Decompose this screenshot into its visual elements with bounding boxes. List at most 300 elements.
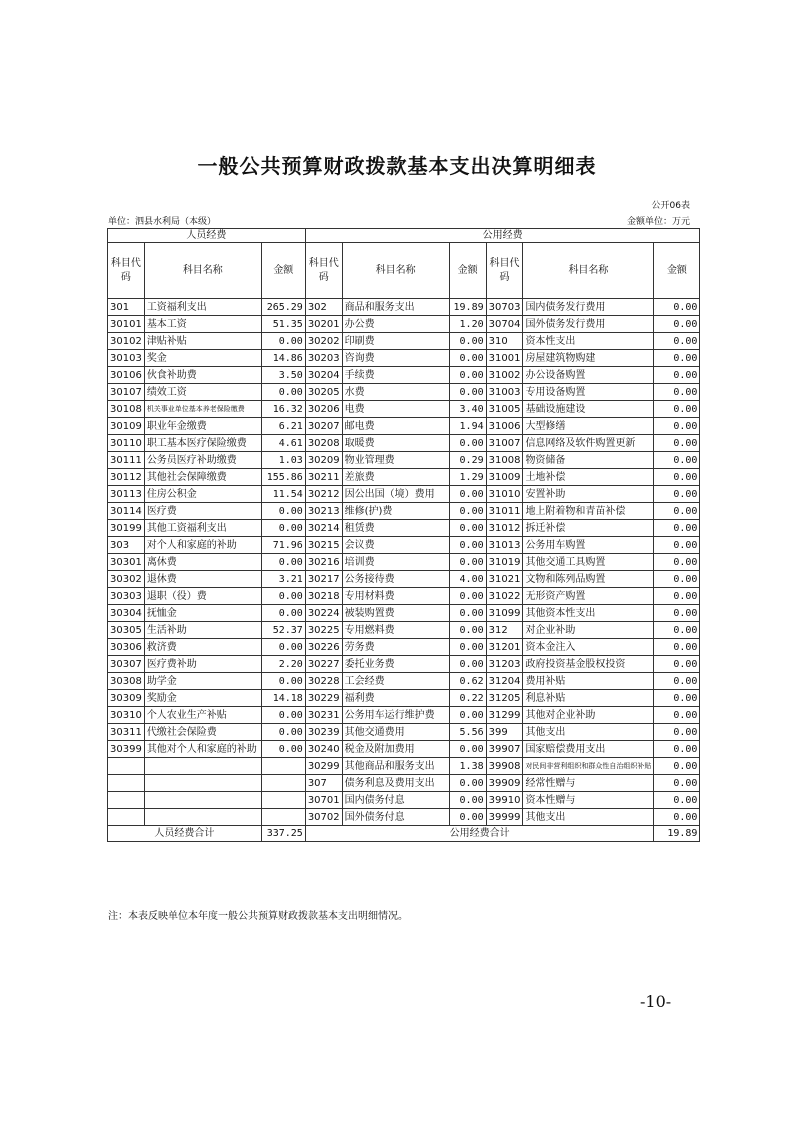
subject-name: 资本性赠与: [523, 792, 654, 809]
subject-code: 31008: [486, 452, 523, 469]
subject-code: 30309: [108, 690, 145, 707]
personnel-total-value: 337.25: [261, 826, 305, 842]
subject-name: 国外债务发行费用: [523, 316, 654, 333]
subject-name: 生活补助: [144, 622, 261, 639]
subject-code: 30701: [305, 792, 342, 809]
subject-name: 基础设施建设: [523, 401, 654, 418]
amount: 0.00: [654, 809, 700, 826]
subject-code: 30211: [305, 469, 342, 486]
subject-name: 资本性支出: [523, 333, 654, 350]
amount: 0.00: [449, 792, 486, 809]
table-row: [108, 316, 700, 333]
subject-name: [144, 775, 261, 792]
subject-code: 30310: [108, 707, 145, 724]
subject-name: 专用燃料费: [342, 622, 449, 639]
subject-code: 30111: [108, 452, 145, 469]
subject-name: 伙食补助费: [144, 367, 261, 384]
amount: 5.56: [449, 724, 486, 741]
subject-code: 30305: [108, 622, 145, 639]
subject-name: 工会经费: [342, 673, 449, 690]
amount: [261, 792, 305, 809]
subject-code: 30224: [305, 605, 342, 622]
subject-code: 31012: [486, 520, 523, 537]
amount: 71.96: [261, 537, 305, 554]
subject-name: 咨询费: [342, 350, 449, 367]
subject-name: 助学金: [144, 673, 261, 690]
subject-name: 绩效工资: [144, 384, 261, 401]
subject-code: 30207: [305, 418, 342, 435]
subject-code: 31205: [486, 690, 523, 707]
subject-code: 30311: [108, 724, 145, 741]
amount: 0.00: [449, 503, 486, 520]
subject-code: 30217: [305, 571, 342, 588]
subject-code: 30227: [305, 656, 342, 673]
subject-code: 30218: [305, 588, 342, 605]
subject-name: 国内债务付息: [342, 792, 449, 809]
table-row: [108, 299, 700, 316]
subject-name: [144, 792, 261, 809]
subject-name: 债务利息及费用支出: [342, 775, 449, 792]
subject-name: 奖励金: [144, 690, 261, 707]
subject-name: 物资储备: [523, 452, 654, 469]
subject-name: 其他交通费用: [342, 724, 449, 741]
footnote: 注：本表反映单位本年度一般公共预算财政拨款基本支出明细情况。: [108, 911, 408, 922]
subject-name: 无形资产购置: [523, 588, 654, 605]
subject-name: 职工基本医疗保险缴费: [144, 435, 261, 452]
table-row: [108, 571, 700, 588]
header-name-1: 科目名称: [144, 243, 261, 299]
subject-name: 信息网络及软件购置更新: [523, 435, 654, 452]
amount: 0.00: [261, 673, 305, 690]
totals-row: [108, 826, 700, 842]
subject-name: 商品和服务支出: [342, 299, 449, 316]
table-row: [108, 418, 700, 435]
subject-name: 差旅费: [342, 469, 449, 486]
subject-code: 31021: [486, 571, 523, 588]
subject-code: 30214: [305, 520, 342, 537]
subject-code: 310: [486, 333, 523, 350]
subject-code: 31001: [486, 350, 523, 367]
subject-code: 30240: [305, 741, 342, 758]
subject-name: 手续费: [342, 367, 449, 384]
subject-code: 30208: [305, 435, 342, 452]
subject-code: 30239: [305, 724, 342, 741]
amount: 0.00: [654, 469, 700, 486]
subject-name: 文物和陈列品购置: [523, 571, 654, 588]
amount: 0.62: [449, 673, 486, 690]
subject-code: 30702: [305, 809, 342, 826]
subject-code: 30303: [108, 588, 145, 605]
subject-name: 办公费: [342, 316, 449, 333]
group-public: 公用经费: [305, 229, 700, 243]
table-row: [108, 588, 700, 605]
subject-name: 利息补贴: [523, 690, 654, 707]
subject-name: 其他对个人和家庭的补助: [144, 741, 261, 758]
amount: 0.00: [261, 639, 305, 656]
table-row: [108, 724, 700, 741]
subject-code: 30114: [108, 503, 145, 520]
table-row: [108, 707, 700, 724]
subject-code: 30215: [305, 537, 342, 554]
subject-code: 301: [108, 299, 145, 316]
subject-name: 救济费: [144, 639, 261, 656]
expenditure-detail-table: [107, 228, 700, 842]
subject-name: 公务用车购置: [523, 537, 654, 554]
subject-name: [144, 758, 261, 775]
amount: 0.00: [654, 690, 700, 707]
subject-code: 30226: [305, 639, 342, 656]
table-row: [108, 554, 700, 571]
amount: 0.00: [654, 401, 700, 418]
subject-name: 对企业补助: [523, 622, 654, 639]
amount: 0.00: [449, 809, 486, 826]
header-code-3: 科目代码: [486, 243, 523, 299]
subject-name: 其他社会保障缴费: [144, 469, 261, 486]
subject-name: 会议费: [342, 537, 449, 554]
table-row: [108, 673, 700, 690]
table-row: [108, 469, 700, 486]
form-number: 公开06表: [651, 201, 690, 211]
amount: 0.00: [449, 656, 486, 673]
subject-name: 津贴补贴: [144, 333, 261, 350]
amount: 0.00: [654, 588, 700, 605]
amount: 4.61: [261, 435, 305, 452]
subject-code: 30216: [305, 554, 342, 571]
table-row: [108, 605, 700, 622]
amount: 0.00: [654, 316, 700, 333]
subject-code: 31203: [486, 656, 523, 673]
subject-name: 印刷费: [342, 333, 449, 350]
amount: 0.00: [449, 520, 486, 537]
subject-name: 房屋建筑物购建: [523, 350, 654, 367]
amount: 0.22: [449, 690, 486, 707]
subject-name: 代缴社会保险费: [144, 724, 261, 741]
table-row: [108, 435, 700, 452]
subject-name: 医疗费: [144, 503, 261, 520]
subject-code: 30205: [305, 384, 342, 401]
subject-code: 303: [108, 537, 145, 554]
amount: 1.29: [449, 469, 486, 486]
amount: 155.86: [261, 469, 305, 486]
subject-name: 住房公积金: [144, 486, 261, 503]
subject-name: 其他资本性支出: [523, 605, 654, 622]
subject-name: 退职（役）费: [144, 588, 261, 605]
subject-code: 30228: [305, 673, 342, 690]
subject-name: 抚恤金: [144, 605, 261, 622]
subject-code: 31007: [486, 435, 523, 452]
table-row: [108, 384, 700, 401]
amount: 0.00: [261, 520, 305, 537]
subject-name: 其他商品和服务支出: [342, 758, 449, 775]
subject-code: [108, 775, 145, 792]
subject-name: 专用设备购置: [523, 384, 654, 401]
subject-code: 30204: [305, 367, 342, 384]
subject-name: 公务用车运行维护费: [342, 707, 449, 724]
amount: 0.00: [261, 333, 305, 350]
amount: 0.00: [654, 435, 700, 452]
table-row: [108, 656, 700, 673]
table-row: [108, 758, 700, 775]
subject-name: 公务员医疗补助缴费: [144, 452, 261, 469]
subject-code: 31022: [486, 588, 523, 605]
subject-name: 福利费: [342, 690, 449, 707]
subject-code: 30206: [305, 401, 342, 418]
subject-name: 其他对企业补助: [523, 707, 654, 724]
page-title: 一般公共预算财政拨款基本支出决算明细表: [197, 154, 597, 178]
amount: 0.00: [654, 605, 700, 622]
subject-code: 30299: [305, 758, 342, 775]
subject-name: 其他交通工具购置: [523, 554, 654, 571]
table-row: [108, 520, 700, 537]
subject-name: 土地补偿: [523, 469, 654, 486]
amount: 0.00: [449, 622, 486, 639]
amount: 0.00: [654, 639, 700, 656]
subject-name: 其他支出: [523, 809, 654, 826]
subject-code: 31003: [486, 384, 523, 401]
subject-code: [108, 792, 145, 809]
subject-code: 30308: [108, 673, 145, 690]
subject-code: 30212: [305, 486, 342, 503]
subject-name: 邮电费: [342, 418, 449, 435]
amount: 0.00: [654, 775, 700, 792]
table-row: [108, 503, 700, 520]
subject-code: 30399: [108, 741, 145, 758]
amount: 0.00: [654, 503, 700, 520]
amount: 0.00: [654, 741, 700, 758]
amount: 3.21: [261, 571, 305, 588]
subject-name: 劳务费: [342, 639, 449, 656]
subject-code: 30202: [305, 333, 342, 350]
table-row: [108, 809, 700, 826]
amount: 0.00: [449, 554, 486, 571]
amount: 0.00: [449, 588, 486, 605]
amount: 0.00: [654, 367, 700, 384]
subject-name: 离休费: [144, 554, 261, 571]
table-row: [108, 537, 700, 554]
subject-name: 专用材料费: [342, 588, 449, 605]
subject-code: 30304: [108, 605, 145, 622]
amount: 1.20: [449, 316, 486, 333]
public-total-label: 公用经费合计: [305, 826, 654, 842]
subject-code: 30704: [486, 316, 523, 333]
amount: 0.00: [449, 367, 486, 384]
subject-name: 费用补贴: [523, 673, 654, 690]
subject-name: 拆迁补偿: [523, 520, 654, 537]
amount: 0.00: [654, 418, 700, 435]
subject-code: 31201: [486, 639, 523, 656]
amount: 0.00: [261, 605, 305, 622]
subject-name: 医疗费补助: [144, 656, 261, 673]
subject-code: 31019: [486, 554, 523, 571]
amount: 3.40: [449, 401, 486, 418]
subject-code: 30103: [108, 350, 145, 367]
amount: 0.00: [654, 792, 700, 809]
subject-code: 30106: [108, 367, 145, 384]
amount: 2.20: [261, 656, 305, 673]
amount: 0.00: [449, 384, 486, 401]
amount: 51.35: [261, 316, 305, 333]
subject-name: [144, 809, 261, 826]
table-row: [108, 401, 700, 418]
subject-name: 工资福利支出: [144, 299, 261, 316]
amount: 11.54: [261, 486, 305, 503]
table-row: [108, 775, 700, 792]
table-row: [108, 741, 700, 758]
header-amount-3: 金额: [654, 243, 700, 299]
subject-name: 维修(护)费: [342, 503, 449, 520]
subject-code: 30201: [305, 316, 342, 333]
subject-code: 39908: [486, 758, 523, 775]
subject-name: 办公设备购置: [523, 367, 654, 384]
table-row: [108, 792, 700, 809]
group-header-row: [108, 229, 700, 243]
subject-code: 31204: [486, 673, 523, 690]
amount: 0.00: [654, 537, 700, 554]
subject-code: 30101: [108, 316, 145, 333]
amount: 265.29: [261, 299, 305, 316]
amount: 0.00: [654, 622, 700, 639]
amount: 16.32: [261, 401, 305, 418]
table-row: [108, 486, 700, 503]
amount: 0.00: [449, 775, 486, 792]
subject-code: 30301: [108, 554, 145, 571]
subject-code: 31009: [486, 469, 523, 486]
subject-code: 31011: [486, 503, 523, 520]
subject-name: 奖金: [144, 350, 261, 367]
subject-code: 30231: [305, 707, 342, 724]
amount: 3.50: [261, 367, 305, 384]
amount: 0.00: [449, 707, 486, 724]
subject-code: 30110: [108, 435, 145, 452]
subject-code: 31005: [486, 401, 523, 418]
subject-code: 30102: [108, 333, 145, 350]
table-row: [108, 639, 700, 656]
amount: 0.00: [261, 741, 305, 758]
subject-name: 税金及附加费用: [342, 741, 449, 758]
table-row: [108, 690, 700, 707]
header-name-3: 科目名称: [523, 243, 654, 299]
amount: 0.00: [654, 452, 700, 469]
subject-name: 被装购置费: [342, 605, 449, 622]
amount: 0.00: [654, 520, 700, 537]
subject-code: 31002: [486, 367, 523, 384]
subject-name: 物业管理费: [342, 452, 449, 469]
amount: 0.00: [654, 673, 700, 690]
subject-code: 30307: [108, 656, 145, 673]
header-code-2: 科目代码: [305, 243, 342, 299]
subject-name: 电费: [342, 401, 449, 418]
amount: 0.00: [449, 639, 486, 656]
subject-name: 经常性赠与: [523, 775, 654, 792]
subject-name: 个人农业生产补贴: [144, 707, 261, 724]
subject-code: 31013: [486, 537, 523, 554]
subject-name: 对个人和家庭的补助: [144, 537, 261, 554]
subject-name: 委托业务费: [342, 656, 449, 673]
subject-code: 30229: [305, 690, 342, 707]
subject-code: 307: [305, 775, 342, 792]
subject-name: 机关事业单位基本养老保险缴费: [144, 401, 261, 418]
amount: 0.00: [654, 571, 700, 588]
subject-name: 公务接待费: [342, 571, 449, 588]
amount: 52.37: [261, 622, 305, 639]
subject-code: 30225: [305, 622, 342, 639]
subject-name: 因公出国（境）费用: [342, 486, 449, 503]
amount: 0.00: [449, 333, 486, 350]
amount: 0.00: [261, 707, 305, 724]
amount: 4.00: [449, 571, 486, 588]
subject-code: 30302: [108, 571, 145, 588]
amount: 1.03: [261, 452, 305, 469]
subject-name: 国内债务发行费用: [523, 299, 654, 316]
amount: 0.00: [654, 707, 700, 724]
subject-code: 302: [305, 299, 342, 316]
amount: 0.00: [654, 350, 700, 367]
amount: 0.00: [654, 758, 700, 775]
header-name-2: 科目名称: [342, 243, 449, 299]
subject-name: 安置补助: [523, 486, 654, 503]
subject-name: 国家赔偿费用支出: [523, 741, 654, 758]
amount: [261, 758, 305, 775]
amount: 0.00: [449, 350, 486, 367]
subject-name: 取暖费: [342, 435, 449, 452]
amount: 1.94: [449, 418, 486, 435]
header-amount-2: 金额: [449, 243, 486, 299]
subject-name: 退休费: [144, 571, 261, 588]
table-row: [108, 622, 700, 639]
subject-code: 30209: [305, 452, 342, 469]
table-row: [108, 333, 700, 350]
amount: 0.00: [654, 299, 700, 316]
page-number: -10-: [640, 992, 672, 1011]
amount: 0.00: [654, 656, 700, 673]
amount: 0.00: [261, 588, 305, 605]
subject-name: 基本工资: [144, 316, 261, 333]
subject-code: [108, 809, 145, 826]
header-code-1: 科目代码: [108, 243, 145, 299]
amount: 0.00: [261, 503, 305, 520]
amount: 0.00: [449, 486, 486, 503]
subject-name: 水费: [342, 384, 449, 401]
subject-code: 30113: [108, 486, 145, 503]
header-amount-1: 金额: [261, 243, 305, 299]
subject-code: 30199: [108, 520, 145, 537]
amount: 0.00: [654, 384, 700, 401]
amount: 6.21: [261, 418, 305, 435]
table-row: [108, 452, 700, 469]
amount: 0.00: [449, 605, 486, 622]
amount: 0.00: [449, 741, 486, 758]
subject-name: 国外债务付息: [342, 809, 449, 826]
subject-code: 30107: [108, 384, 145, 401]
amount: 0.00: [654, 554, 700, 571]
subject-code: 312: [486, 622, 523, 639]
subject-code: 31006: [486, 418, 523, 435]
subject-name: 租赁费: [342, 520, 449, 537]
subject-name: 其他工资福利支出: [144, 520, 261, 537]
amount: 0.00: [449, 435, 486, 452]
amount: 19.89: [449, 299, 486, 316]
public-total-value: 19.89: [654, 826, 700, 842]
subject-name: 资本金注入: [523, 639, 654, 656]
table-row: [108, 350, 700, 367]
amount: [261, 809, 305, 826]
amount: 14.18: [261, 690, 305, 707]
subject-code: 30213: [305, 503, 342, 520]
subject-name: 对民间非营利组织和群众性自治组织补贴: [523, 758, 654, 775]
amount: 1.38: [449, 758, 486, 775]
subject-name: 大型修缮: [523, 418, 654, 435]
amount-unit-label: 金额单位：万元: [626, 217, 690, 227]
